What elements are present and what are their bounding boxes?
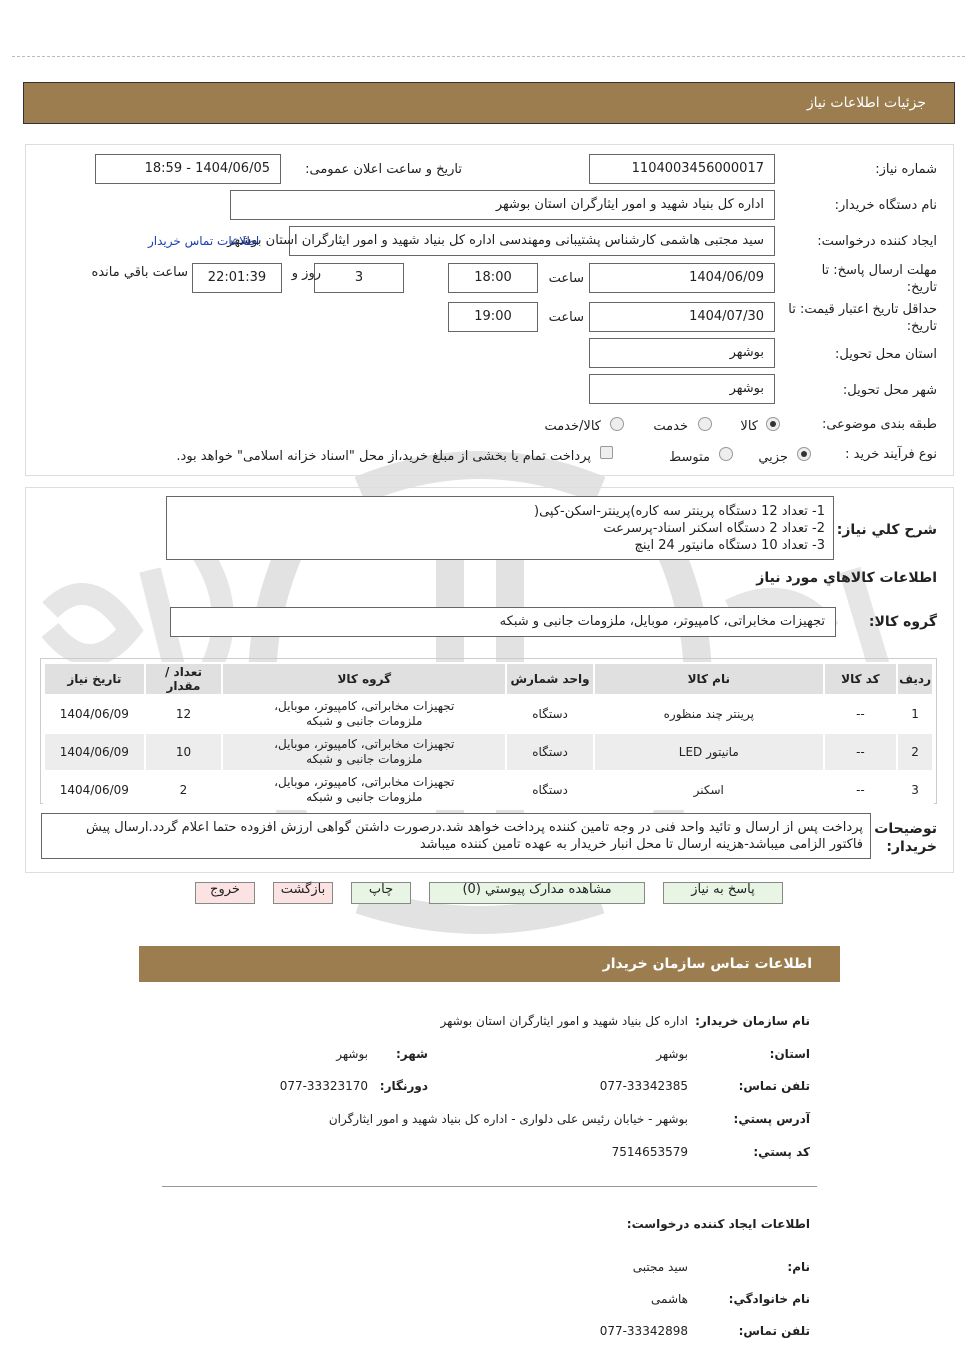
contact-title: اطلاعات تماس سازمان خريدار (602, 956, 812, 972)
province-field: بوشهر (589, 338, 775, 368)
cell-date: 1404/06/09 (44, 733, 145, 771)
purchase-option-small: جزیي (758, 450, 788, 465)
contact-org: اداره کل بنیاد شهید و امور ایثارگران استان بوشهر (440, 1014, 688, 1028)
category-option-goods: کالا (740, 419, 758, 434)
top-divider (12, 56, 965, 57)
table-row (44, 771, 933, 809)
contact-postal: 7514653579 (611, 1145, 688, 1159)
col-header-row-number: رديف (897, 663, 933, 695)
contact-postal-label: کد پستي: (753, 1145, 810, 1159)
requester-family: هاشمی (651, 1292, 688, 1306)
days-label: روز و (291, 266, 321, 281)
print-button[interactable]: چاپ (351, 882, 411, 904)
cell-name: پرینتر چند منظوره (594, 695, 824, 733)
requester-info-title: اطلاعات ايجاد کننده درخواست: (626, 1217, 810, 1231)
cell-unit: دستگاه (506, 695, 594, 733)
need-number-label: شماره نیاز: (875, 162, 937, 177)
requester-phone-label: تلفن تماس: (738, 1324, 810, 1338)
items-table (43, 662, 934, 810)
table-row (44, 695, 933, 733)
contact-province: بوشهر (656, 1047, 688, 1061)
purchase-radio-small[interactable] (797, 447, 811, 461)
contact-phone-label: تلفن تماس: (738, 1079, 810, 1093)
city-field: بوشهر (589, 374, 775, 404)
cell-unit: دستگاه (506, 771, 594, 809)
cell-code: -- (824, 733, 897, 771)
category-radio-goods[interactable] (766, 417, 780, 431)
buyer-contact-link[interactable]: اطلاعات تماس خریدار (148, 234, 260, 248)
city-label: شهر محل تحویل: (842, 383, 937, 398)
col-header-unit: واحد شمارش (506, 663, 594, 695)
contact-province-label: استان: (769, 1047, 810, 1061)
col-header-date: تاريخ نياز (44, 663, 145, 695)
cell-unit: دستگاه (506, 733, 594, 771)
col-header-name: نام کالا (594, 663, 824, 695)
cell-group: تجهیزات مخابراتی، کامپیوتر، موبایل، ملزومات جانبی و شبکه (222, 733, 506, 771)
contact-address-label: آدرس پستي: (733, 1112, 810, 1126)
requester-name: سید مجتبی (632, 1260, 688, 1274)
announce-label: تاریخ و ساعت اعلان عمومی: (305, 162, 462, 177)
cell-group: تجهیزات مخابراتی، کامپیوتر، موبایل، ملزومات جانبی و شبکه (222, 695, 506, 733)
need-number-field: 1104003456000017 (589, 154, 775, 184)
description-line: 1- تعداد 12 دستگاه پرینتر سه کاره)پرینتر-اسکن-کپی( (534, 504, 825, 519)
validity-time-field: 19:00 (448, 302, 538, 332)
description-box (166, 496, 834, 560)
cell-name: اسکنر (594, 771, 824, 809)
col-header-quantity: تعداد / مقدار (145, 663, 223, 695)
cell-date: 1404/06/09 (44, 695, 145, 733)
province-label: استان محل تحویل: (835, 347, 937, 362)
cell-row-number: 2 (897, 733, 933, 771)
table-row (44, 733, 933, 771)
exit-button[interactable]: خروج (195, 882, 255, 904)
cell-quantity: 12 (145, 695, 223, 733)
buyer-notes-label: توضیحات خریدار: (874, 821, 937, 855)
contact-fax: 077-33323170 (279, 1079, 368, 1093)
table-header-row (44, 663, 933, 695)
buyer-org-field: اداره کل بنیاد شهید و امور ایثارگران استان بوشهر (230, 190, 775, 220)
page-header (23, 82, 955, 124)
cell-code: -- (824, 695, 897, 733)
col-header-code: کد کالا (824, 663, 897, 695)
contact-city: بوشهر (336, 1047, 368, 1061)
cell-row-number: 3 (897, 771, 933, 809)
remaining-label: ساعت باقي مانده (91, 265, 188, 280)
deadline-date-field: 1404/06/09 (589, 263, 775, 293)
treasury-note: پرداخت تمام یا بخشی از مبلغ خرید،از محل "اسناد خزانه اسلامی" خواهد بود. (176, 449, 591, 464)
reply-button[interactable]: پاسخ به نياز (663, 882, 783, 904)
cell-quantity: 10 (145, 733, 223, 771)
view-documents-button[interactable]: مشاهده مدارک پيوستي (0) (429, 882, 645, 904)
days-field: 3 (314, 263, 404, 293)
category-radio-goods-service[interactable] (610, 417, 624, 431)
deadline-time-label: ساعت (548, 271, 584, 286)
buyer-org-label: نام دستگاه خریدار: (834, 198, 937, 213)
cell-row-number: 1 (897, 695, 933, 733)
purchase-radio-medium[interactable] (719, 447, 733, 461)
deadline-label: مهلت ارسال پاسخ: تا تاریخ: (821, 263, 937, 295)
treasury-checkbox[interactable] (600, 446, 613, 459)
validity-time-label: ساعت (548, 310, 584, 325)
category-label: طبقه بندی موضوعی: (821, 417, 937, 432)
page-title: جزئیات اطلاعات نیاز (806, 95, 926, 111)
contact-fax-label: دورنگار: (379, 1079, 428, 1093)
cell-name: مانیتور LED (594, 733, 824, 771)
requester-phone: 077-33342898 (599, 1324, 688, 1338)
cell-code: -- (824, 771, 897, 809)
contact-address: بوشهر - خیابان رئیس علی دلواری - اداره کل بنیاد شهید و امور ایثارگران (328, 1112, 688, 1126)
description-label: شرح کلي نياز: (836, 522, 937, 538)
cell-quantity: 2 (145, 771, 223, 809)
purchase-type-label: نوع فرآیند خرید : (845, 447, 937, 462)
description-line: 3- تعداد 10 دستگاه مانیتور 24 اینچ (634, 538, 825, 553)
goods-group-field: تجهیزات مخابراتی، کامپیوتر، موبایل، ملزومات جانبی و شبکه (170, 607, 836, 637)
requester-field: سید مجتبی هاشمی کارشناس پشتیبانی ومهندسی اداره کل بنیاد شهید و امور ایثارگران استان بوشهر (289, 226, 775, 256)
contact-divider (162, 1186, 817, 1187)
requester-family-label: نام خانوادگي: (728, 1292, 810, 1306)
buyer-notes-box: پرداخت پس از ارسال و تائید واحد فنی در وجه تامین کننده پرداخت خواهد شد.درصورت داشتن گواهی ارزش افزوده حتما اعلام گردد.ارسال پیش فاکتور الزامی میباشد-هزینه ارسال تا محل انبار خریدار به عهده تامین کننده میباشد (41, 813, 871, 859)
deadline-time-field: 18:00 (448, 263, 538, 293)
back-button[interactable]: بازگشت (273, 882, 333, 904)
goods-group-label: گروه کالا: (868, 614, 937, 630)
col-header-group: گروه کالا (222, 663, 506, 695)
category-radio-service[interactable] (698, 417, 712, 431)
contact-org-label: نام سازمان خريدار: (695, 1014, 810, 1028)
remaining-time-field: 22:01:39 (192, 263, 282, 293)
requester-name-label: نام: (787, 1260, 810, 1274)
validity-label: حداقل تاریخ اعتبار قیمت: تا تاریخ: (788, 302, 937, 334)
requester-label: ایجاد کننده درخواست: (817, 234, 937, 249)
category-option-service: خدمت (653, 419, 688, 434)
cell-group: تجهیزات مخابراتی، کامپیوتر، موبایل، ملزومات جانبی و شبکه (222, 771, 506, 809)
goods-section-title: اطلاعات کالاهاي مورد نياز (756, 570, 937, 586)
contact-phone: 077-33342385 (599, 1079, 688, 1093)
description-line: 2- تعداد 2 دستگاه اسکنر اسناد-پرسرعت (603, 521, 825, 536)
category-option-goods-service: کالا/خدمت (544, 419, 601, 434)
contact-city-label: شهر: (396, 1047, 428, 1061)
contact-header (139, 946, 840, 982)
validity-date-field: 1404/07/30 (589, 302, 775, 332)
purchase-option-medium: متوسط (669, 450, 710, 465)
cell-date: 1404/06/09 (44, 771, 145, 809)
announce-field: 1404/06/05 - 18:59 (95, 154, 281, 184)
